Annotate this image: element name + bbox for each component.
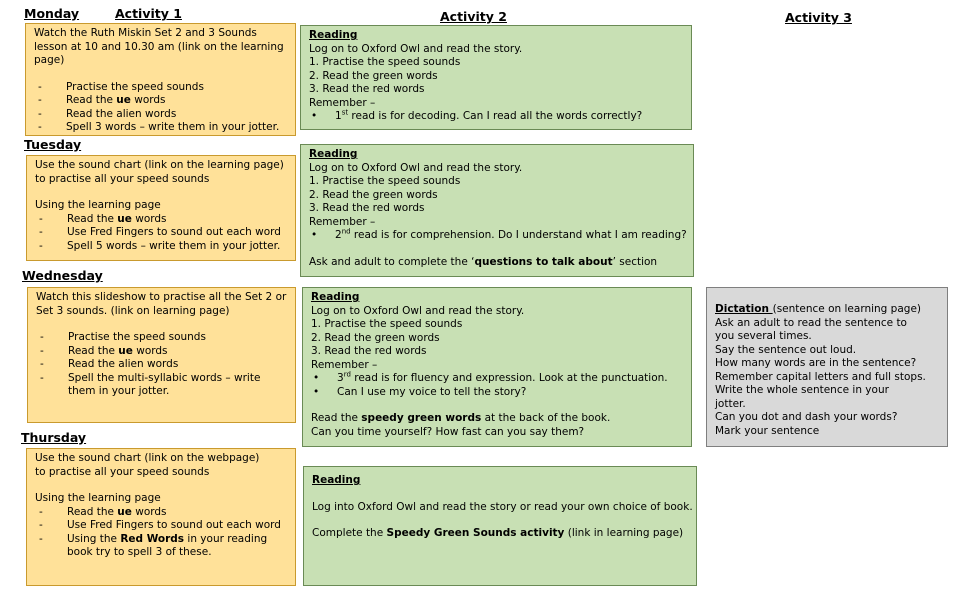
list-item: - Read the alien words bbox=[36, 358, 287, 372]
text-line: How many words are in the sentence? bbox=[715, 357, 917, 369]
activity1-heading: Activity 1 bbox=[115, 6, 182, 21]
text-line: 3. Read the red words bbox=[309, 202, 425, 214]
list-item: - Spell 5 words – write them in your jotter. bbox=[35, 240, 287, 254]
text-line: 1. Practise the speed sounds bbox=[309, 175, 461, 187]
text-line: 3. Read the red words bbox=[309, 83, 425, 95]
monday-a1-intro: Watch the Ruth Miskin Set 2 and 3 Sounds lesson at 10 and 10.30 am (link on the learning page) bbox=[34, 27, 284, 66]
list-item: - Read the ue words bbox=[34, 94, 287, 108]
list-item: - Using the Red Words in your reading book try to spell 3 of these. bbox=[35, 533, 287, 560]
wednesday-activity1-box bbox=[27, 287, 296, 423]
text-line: Mark your sentence bbox=[715, 424, 820, 437]
list-item: - Use Fred Fingers to sound out each word bbox=[35, 226, 287, 240]
list-item: - Read the ue words bbox=[36, 345, 287, 359]
reading-heading: Reading bbox=[311, 291, 360, 303]
text-line: Read the speedy green words at the back of the book. bbox=[311, 412, 611, 424]
monday-activity2-box bbox=[300, 25, 692, 130]
text-line: Write the whole sentence in your bbox=[715, 384, 889, 396]
tuesday-activity2-box bbox=[300, 144, 694, 277]
reading-heading: Reading bbox=[309, 29, 358, 41]
text-line: Say the sentence out loud. bbox=[715, 343, 857, 356]
bullet-item: • 1st read is for decoding. Can I read all the words correctly? bbox=[309, 110, 683, 124]
text-line: Remember – bbox=[311, 358, 378, 371]
bullet-item: • 2nd read is for comprehension. Do I understand what I am reading? bbox=[309, 229, 685, 243]
text-line: 1. Practise the speed sounds bbox=[311, 318, 463, 330]
text-line: you several times. bbox=[715, 330, 812, 342]
text-line: to practise all your speed sounds bbox=[35, 172, 210, 185]
list-item: - Use Fred Fingers to sound out each word bbox=[35, 519, 287, 533]
wednesday-activity2-box bbox=[302, 287, 692, 447]
text-line: Ask and adult to complete the ‘questions to talk about’ section bbox=[309, 255, 658, 268]
text-line: 1. Practise the speed sounds bbox=[309, 56, 461, 68]
bullet-item: • 3rd read is for fluency and expression. Look at the punctuation. bbox=[311, 372, 683, 386]
text-line: Use the sound chart (link on the learning page) bbox=[35, 159, 284, 171]
text-line: Log on to Oxford Owl and read the story. bbox=[309, 42, 523, 55]
list-item: - Practise the speed sounds bbox=[34, 81, 287, 95]
text-line: Can you time yourself? How fast can you say them? bbox=[311, 425, 585, 438]
text-line: Log into Oxford Owl and read the story or read your own choice of book. bbox=[312, 500, 693, 513]
text-line: Ask an adult to read the sentence to bbox=[715, 316, 907, 329]
wednesday-activity3-box bbox=[706, 287, 948, 447]
text-line: 2. Read the green words bbox=[311, 331, 440, 344]
text-line: Log on to Oxford Owl and read the story. bbox=[309, 161, 523, 174]
activity3-heading: Activity 3 bbox=[785, 10, 852, 25]
text-line: Remember – bbox=[309, 215, 376, 228]
reading-heading: Reading bbox=[312, 474, 361, 486]
text-line: to practise all your speed sounds bbox=[35, 465, 210, 478]
tuesday-activity1-box bbox=[26, 155, 296, 261]
monday-activity1-box bbox=[25, 23, 296, 136]
wednesday-label: Wednesday bbox=[22, 268, 103, 283]
thursday-activity1-box bbox=[26, 448, 296, 586]
text-line: Remember – bbox=[309, 96, 376, 109]
text-line: Can you dot and dash your words? bbox=[715, 411, 898, 423]
text-line: 3. Read the red words bbox=[311, 345, 427, 357]
list-item: - Practise the speed sounds bbox=[36, 331, 287, 345]
wednesday-a1-intro: Watch this slideshow to practise all the Set 2 or Set 3 sounds. (link on learning page) bbox=[36, 291, 287, 317]
text-line: Using the learning page bbox=[35, 492, 161, 504]
list-item: - Read the alien words bbox=[34, 108, 287, 122]
text-line: 2. Read the green words bbox=[309, 188, 438, 201]
text-line: Using the learning page bbox=[35, 199, 161, 211]
text-line: Log on to Oxford Owl and read the story. bbox=[311, 304, 525, 317]
text-line: 2. Read the green words bbox=[309, 69, 438, 82]
activity2-heading: Activity 2 bbox=[440, 9, 507, 24]
thursday-activity2-box bbox=[303, 466, 697, 586]
bullet-item: • Can I use my voice to tell the story? bbox=[311, 386, 683, 400]
list-item: - Spell the multi-syllabic words – write them in your jotter. bbox=[36, 372, 287, 399]
text-line: Use the sound chart (link on the webpage) bbox=[35, 452, 260, 464]
monday-label: Monday bbox=[24, 6, 80, 21]
list-item: - Read the ue words bbox=[35, 506, 287, 520]
list-item: - Read the ue words bbox=[35, 213, 287, 227]
thursday-label: Thursday bbox=[21, 430, 87, 445]
reading-heading: Reading bbox=[309, 148, 358, 160]
list-item: - Spell 3 words – write them in your jotter. bbox=[34, 121, 287, 135]
tuesday-label: Tuesday bbox=[24, 137, 82, 152]
dictation-heading: Dictation (sentence on learning page) bbox=[715, 303, 922, 315]
text-line: jotter. bbox=[715, 397, 746, 410]
text-line: Complete the Speedy Green Sounds activity (link in learning page) bbox=[312, 527, 684, 539]
text-line: Remember capital letters and full stops. bbox=[715, 370, 926, 383]
